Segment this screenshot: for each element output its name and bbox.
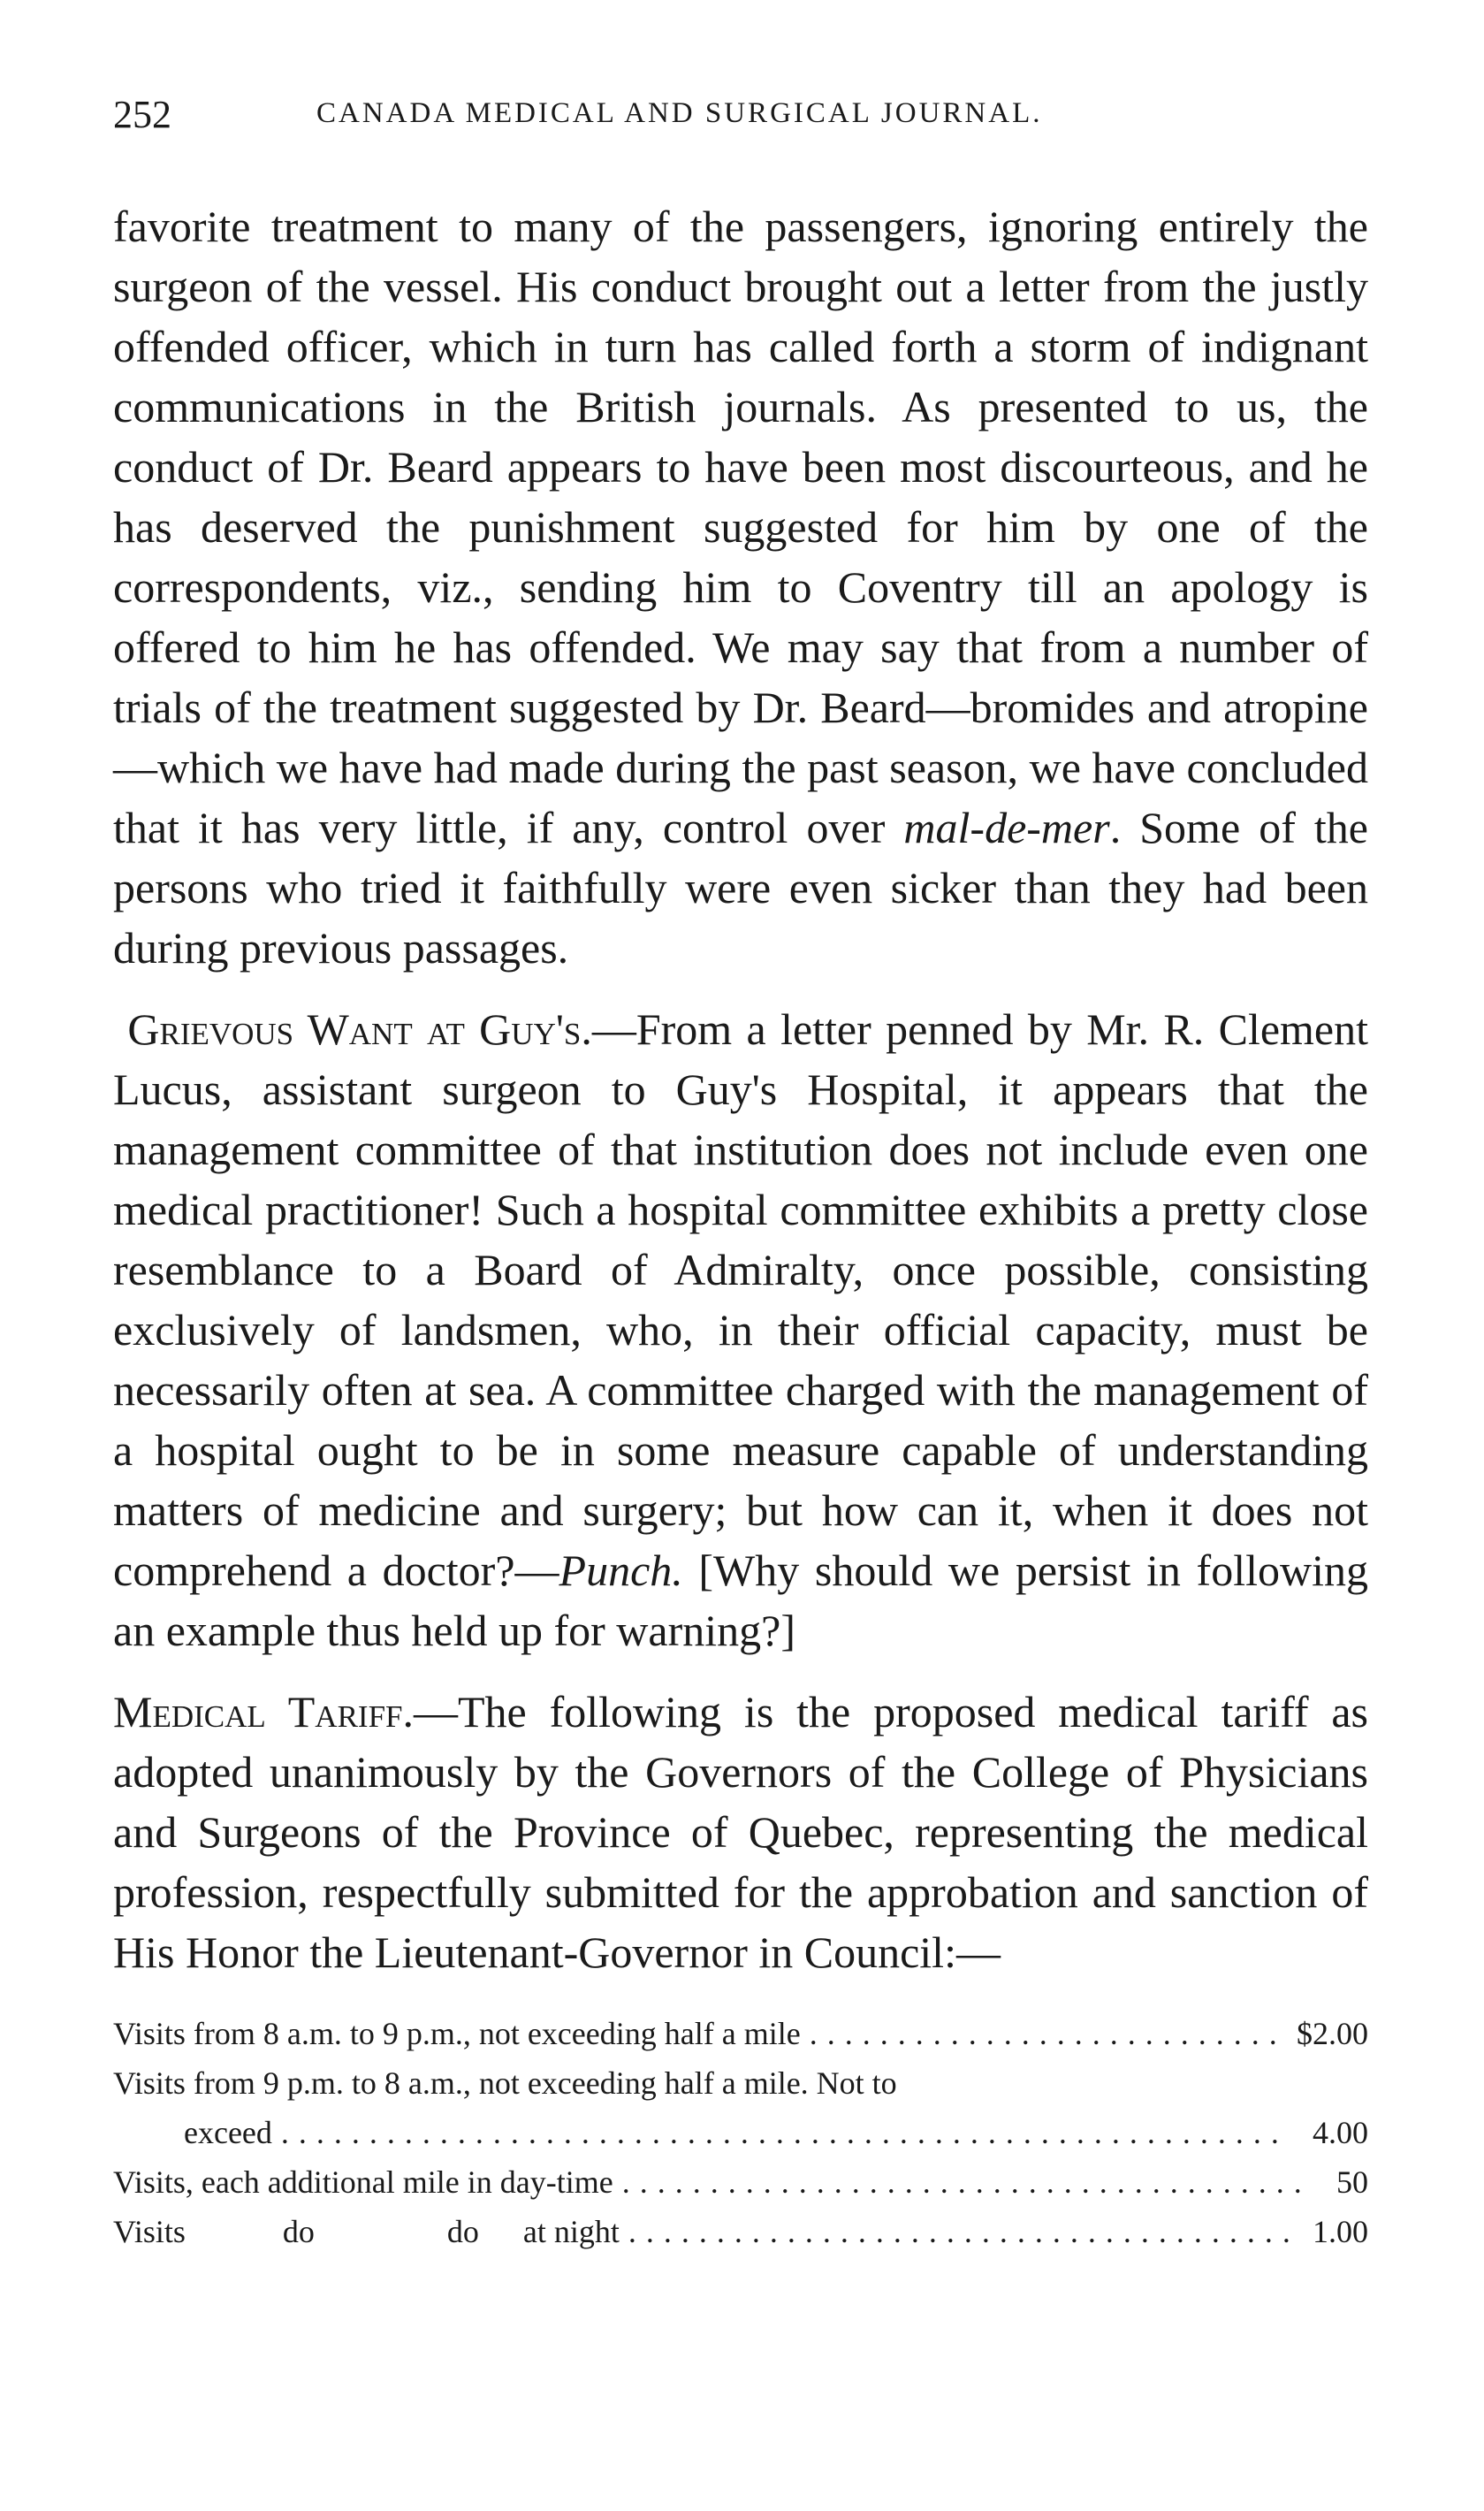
journal-page [113,85,1368,2256]
ditto-mark: do [282,2214,315,2249]
tariff-row-continuation [113,2108,1368,2157]
tariff-amount: 1.00 [1313,2214,1368,2249]
tariff-description [113,2207,620,2256]
tariff-description: Visits from 8 a.m. to 9 p.m., not exceeding half a mile [113,2016,801,2051]
tariff-row [113,2009,1368,2058]
paragraph-text: —The following is the proposed medical tariff as adopted unanimously by the Governors of the College of Physicians and Surgeons of the Province of Quebec, representing the medical profession, respectfully submitted for the approbation and sanction of His Honor the Lieutenant-Governor in Council:— [113,1687,1368,1977]
article-body [113,196,1368,1982]
tariff-amount: 2.00 [1313,2016,1368,2051]
paragraph-grievous-want [113,999,1368,1660]
italic-term: mal-de-mer [903,803,1110,852]
ditto-mark: do [446,2214,479,2249]
tariff-visits-label: Visits [113,2214,186,2249]
dot-leader [281,2108,1278,2157]
tariff-table [113,2009,1368,2256]
dot-leader [622,2157,1304,2207]
paragraph-text: —From a letter penned by Mr. R. Clement Lucus, assistant surgeon to Guy's Hospital, it appears that the management committee of that institution does not include even one medical practitioner! Such a hospital committee exhibits a pretty close resemblance to a Board of Admiralty, once possible, consisting exclusively of landsmen, who, in their official capacity, must be necessarily often at sea. A committee charged with the management of a hospital ought to be in some measure capable of understanding matters of medicine and surgery; but how can it, when it does not comprehend a doctor?— [113,1004,1369,1595]
tariff-row [113,2207,1368,2256]
tariff-row [113,2157,1368,2207]
italic-source: Punch. [559,1546,683,1595]
section-heading: Grievous Want at Guy's. [127,1004,592,1054]
dot-leader [810,2009,1288,2058]
paragraph-text-end: . Some of the persons who tried it faithfully were even sicker than they had been during previous passages. [113,803,1368,973]
tariff-amount: 4.00 [1313,2115,1368,2150]
currency-symbol: $ [1297,2016,1313,2051]
dot-leader [628,2207,1289,2256]
section-heading: Medical Tariff. [113,1687,414,1736]
tariff-night-label: at night [522,2214,620,2249]
tariff-description: Visits from 9 p.m. to 8 a.m., not exceeding half a mile. Not to [113,2065,897,2101]
paragraph-beard-treatment [113,196,1368,978]
tariff-description: Visits, each additional mile in day-time [113,2164,613,2200]
tariff-row [113,2058,1368,2108]
paragraph-text-end: [Why should we persist in following an example thus held up for warning?] [113,1546,1368,1655]
page-number: 252 [113,93,171,136]
journal-title: CANADA MEDICAL AND SURGICAL JOURNAL. [316,97,1043,129]
running-head [113,85,1368,138]
tariff-amount: 50 [1336,2164,1368,2200]
paragraph-medical-tariff [113,1682,1368,1982]
paragraph-text: favorite treatment to many of the passengers, ignoring entirely the surgeon of the vessel. His conduct brought out a letter from the justly offended officer, which in turn has called forth a storm of indignant communications in the British journals. As presented to us, the conduct of Dr. Beard appears to have been most discourteous, and he has deserved the punishment suggested for him by one of the correspondents, viz., sending him to Coventry till an apology is offered to him he has offended. We may say that from a number of trials of the treatment suggested by Dr. Beard—bromides and atropine—which we have had made during the past season, we have concluded that it has very little, if any, control over [113,202,1368,852]
tariff-description: exceed [184,2115,272,2150]
